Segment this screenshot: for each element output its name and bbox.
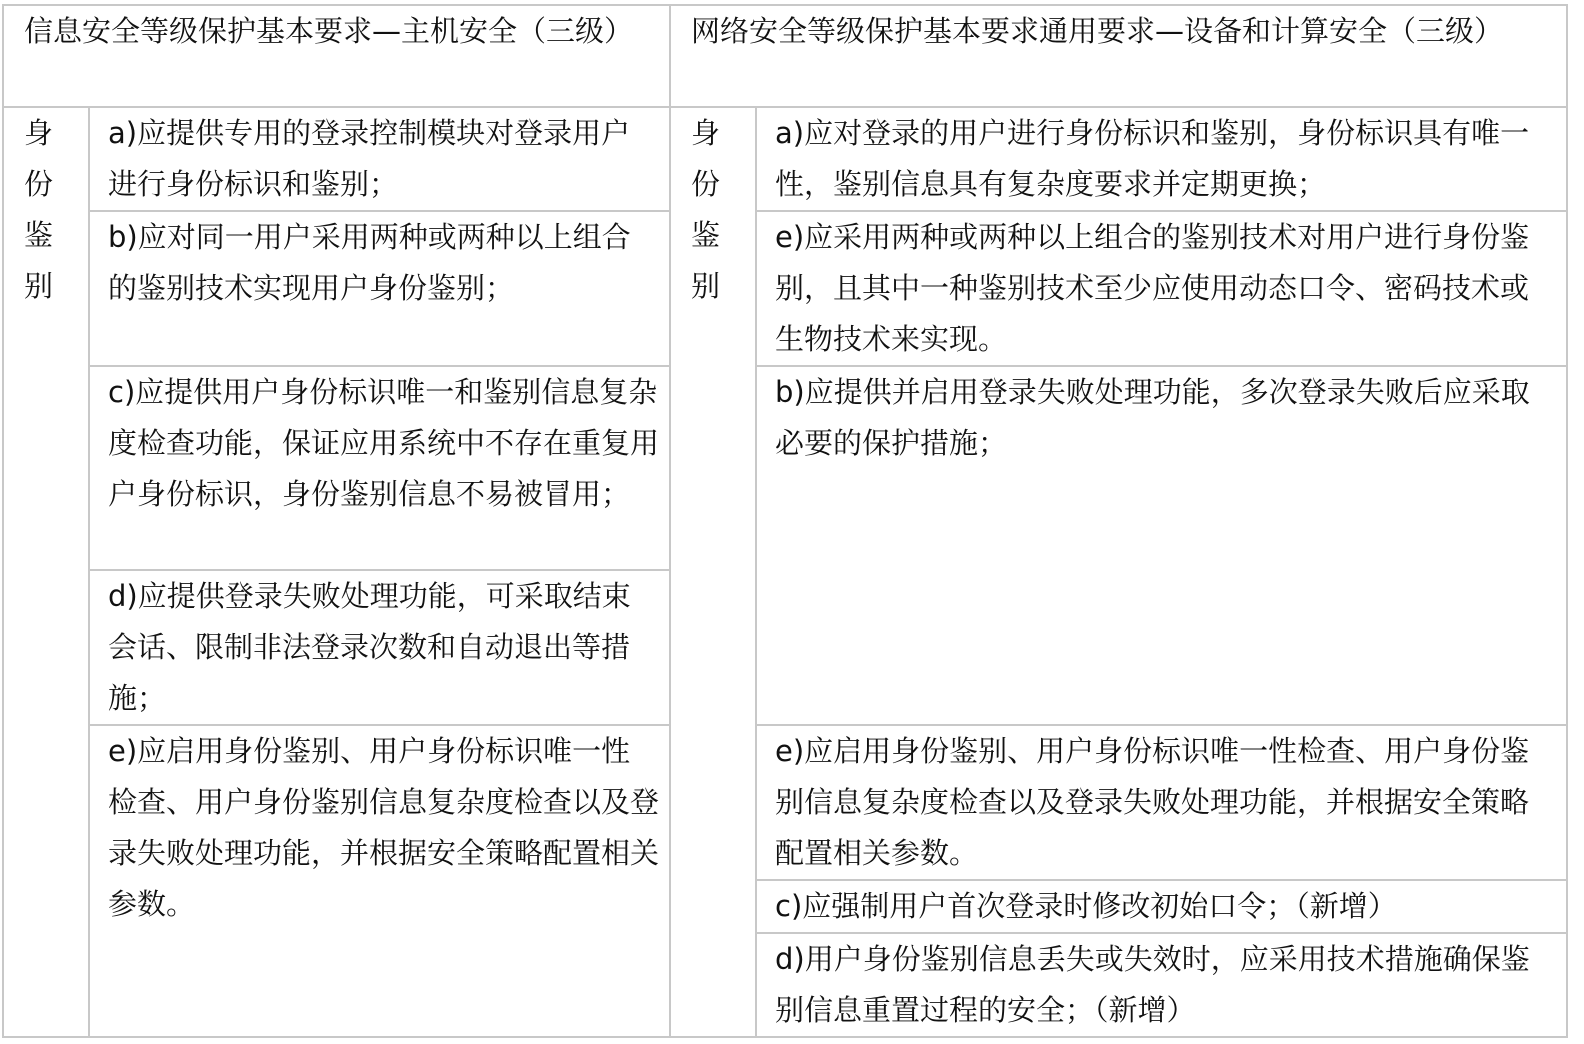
left-item-b: b)应对同一用户采用两种或两种以上组合的鉴别技术实现用户身份鉴别； — [89, 211, 670, 366]
header-left: 信息安全等级保护基本要求—主机安全（三级） — [3, 5, 670, 107]
left-item-d: d)应提供登录失败处理功能，可采取结束会话、限制非法登录次数和自动退出等措施； — [89, 570, 670, 725]
header-right: 网络安全等级保护基本要求通用要求—设备和计算安全（三级） — [670, 5, 1567, 107]
comparison-table — [2, 4, 1568, 1038]
right-item-d: d)用户身份鉴别信息丢失或失效时，应采用技术措施确保鉴别信息重置过程的安全；（新增） — [756, 933, 1567, 1037]
category-right: 身份鉴别 — [670, 107, 756, 1037]
left-item-c: c)应提供用户身份标识唯一和鉴别信息复杂度检查功能，保证应用系统中不存在重复用户身份标识，身份鉴别信息不易被冒用； — [89, 366, 670, 570]
right-item-e: e)应启用身份鉴别、用户身份标识唯一性检查、用户身份鉴别信息复杂度检查以及登录失败处理功能，并根据安全策略配置相关参数。 — [756, 725, 1567, 880]
category-left: 身份鉴别 — [3, 107, 89, 1037]
left-item-a: a)应提供专用的登录控制模块对登录用户进行身份标识和鉴别； — [89, 107, 670, 211]
right-item-c: c)应强制用户首次登录时修改初始口令；（新增） — [756, 880, 1567, 933]
right-item-e-bold: e)应采用两种或两种以上组合的鉴别技术对用户进行身份鉴别，且其中一种鉴别技术至少应使用动态口令、密码技术或生物技术来实现。 — [756, 211, 1567, 366]
right-item-b: b)应提供并启用登录失败处理功能，多次登录失败后应采取必要的保护措施； — [756, 366, 1567, 725]
right-item-a: a)应对登录的用户进行身份标识和鉴别，身份标识具有唯一性，鉴别信息具有复杂度要求并定期更换； — [756, 107, 1567, 211]
left-item-e: e)应启用身份鉴别、用户身份标识唯一性检查、用户身份鉴别信息复杂度检查以及登录失败处理功能，并根据安全策略配置相关参数。 — [89, 725, 670, 1037]
